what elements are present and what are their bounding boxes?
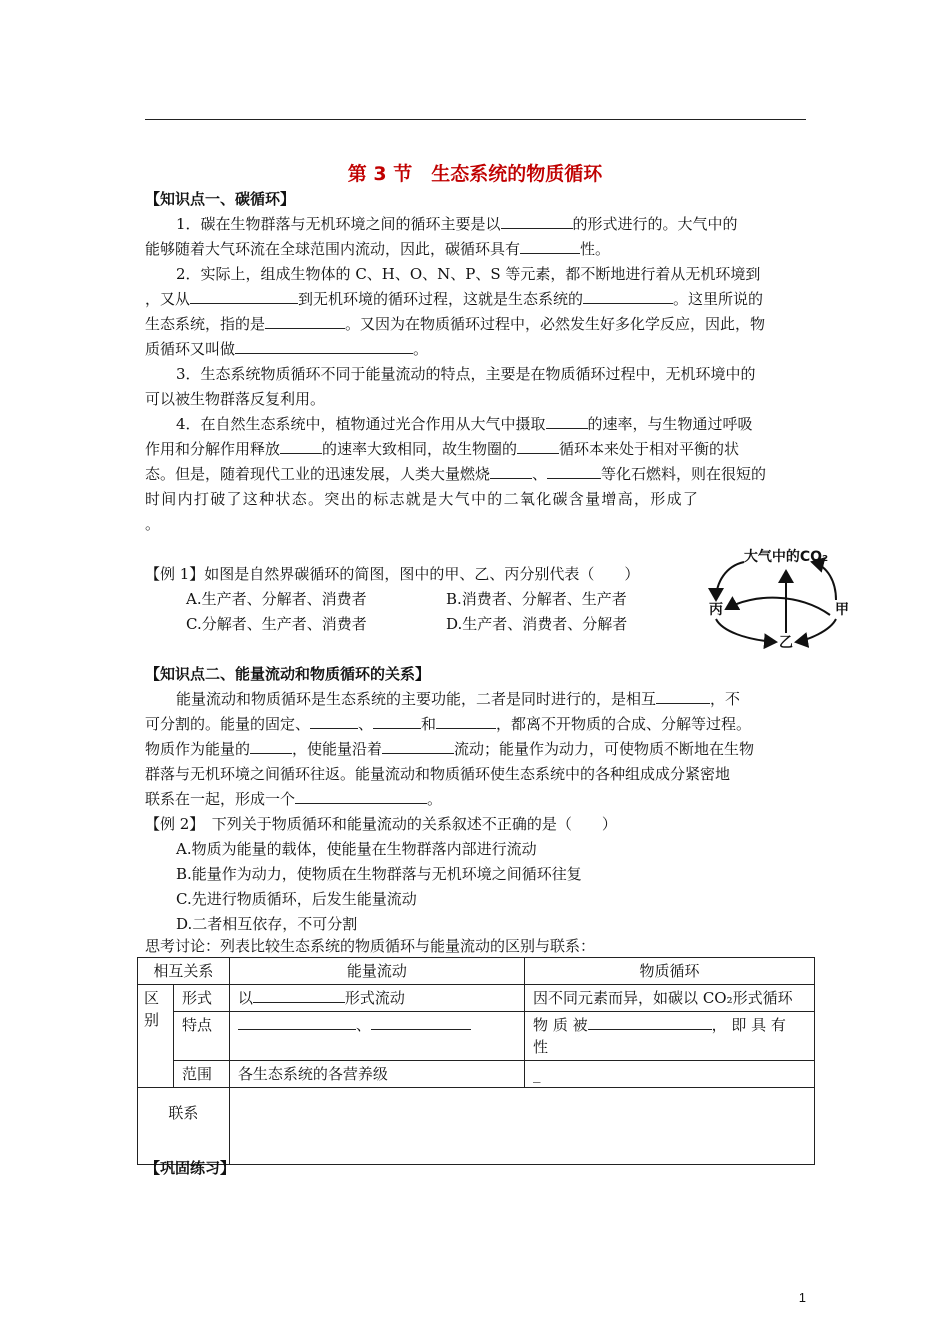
cell-scope-label: 范围 xyxy=(173,1061,229,1088)
header-energy-flow: 能量流动 xyxy=(229,958,524,985)
kp2-l1b: ，不 xyxy=(710,690,741,708)
kp2-l2a: 可分割的。能量的固定、 xyxy=(145,715,311,733)
cell-scope-matter: _ xyxy=(525,1061,815,1088)
blank xyxy=(310,714,358,729)
header-rule xyxy=(145,119,806,120)
kp1-p2-line2 xyxy=(145,289,763,309)
table-row-link xyxy=(138,1088,815,1165)
kp1-p1a: 1．碳在生物群落与无机环境之间的循环主要是以 xyxy=(176,215,501,233)
blank xyxy=(190,289,298,304)
blank xyxy=(265,314,345,329)
blank xyxy=(501,214,573,229)
blank xyxy=(373,714,421,729)
blank xyxy=(280,439,322,454)
kp1-p4b: 的速率，与生物通过呼吸 xyxy=(587,415,753,433)
table-row-form xyxy=(138,985,815,1012)
ex2-option-a: A.物质为能量的载体，使能量在生物群落内部进行流动 xyxy=(176,840,537,858)
ex2-option-c: C.先进行物质循环，后发生能量流动 xyxy=(176,890,417,908)
cell-form-energy xyxy=(229,985,524,1012)
kp1-p2-line3 xyxy=(145,314,765,334)
kp2-line1 xyxy=(176,689,740,709)
table-row-feature xyxy=(138,1012,815,1061)
cell-link-content xyxy=(229,1088,814,1165)
kp1-p2b: ，又从 xyxy=(145,290,191,308)
table-row-scope xyxy=(138,1061,815,1088)
blank xyxy=(547,464,601,479)
kp1-p4-line1 xyxy=(176,414,753,434)
cell-scope-energy: 各生态系统的各营养级 xyxy=(229,1061,524,1088)
kp2-line3 xyxy=(145,739,754,759)
kp1-heading: 【知识点一、碳循环】 xyxy=(145,190,296,208)
blank xyxy=(588,1015,712,1030)
kp2-l2c: 和 xyxy=(421,715,437,733)
kp1-p1b: 的形式进行的。大气中的 xyxy=(572,215,738,233)
cell-feature-energy xyxy=(229,1012,524,1061)
blank xyxy=(235,339,413,354)
feature-energy-sep: 、 xyxy=(355,1016,371,1034)
blank xyxy=(520,239,580,254)
blank xyxy=(371,1015,471,1030)
kp1-p2e: 生态系统，指的是 xyxy=(145,315,266,333)
blank xyxy=(583,289,673,304)
kp1-p4-line2 xyxy=(145,439,739,459)
kp1-p2-line4 xyxy=(145,339,428,359)
kp1-p1c: 能够随着大气环流在全球范围内流动，因此，碳循环具有 xyxy=(145,240,521,258)
kp1-p2-line1: 2．实际上，组成生物体的 C、H、O、N、P、S 等元素，都不断地进行着从无机环境到 xyxy=(176,265,761,283)
cell-link-label: 联系 xyxy=(138,1088,230,1165)
feature-matter-b: ， 即 具 有 xyxy=(711,1016,786,1034)
diagram-label-bing: 丙 xyxy=(709,602,723,618)
discussion-prompt: 思考讨论：列表比较生态系统的物质循环与能量流动的区别与联系： xyxy=(145,937,596,955)
kp1-p3-line2: 可以被生物群落反复利用。 xyxy=(145,390,326,408)
arrow-bing-to-yi xyxy=(716,619,776,642)
blank xyxy=(517,439,559,454)
blank xyxy=(436,714,496,729)
kp1-p4g: 、 xyxy=(532,465,548,483)
diagram-label-yi: 乙 xyxy=(779,635,793,651)
kp2-line2 xyxy=(145,714,751,734)
kp1-p4d: 的速率大致相同，故生物圈的 xyxy=(322,440,518,458)
table-header-row xyxy=(138,958,815,985)
kp1-p2d: 。这里所说的 xyxy=(673,290,764,308)
kp1-p4-line3 xyxy=(145,464,766,484)
blank xyxy=(490,464,532,479)
arrow-jia-to-co2 xyxy=(812,562,836,600)
blank xyxy=(295,789,427,804)
kp2-l2d: ，都离不开物质的合成、分解等过程。 xyxy=(496,715,752,733)
ex2-option-d: D.二者相互依存，不可分割 xyxy=(176,915,358,933)
form-energy-suffix: 形式流动 xyxy=(344,989,405,1007)
ex1-option-d: D.生产者、消费者、分解者 xyxy=(446,615,628,633)
carbon-cycle-diagram xyxy=(704,545,864,657)
ex1-option-b: B.消费者、分解者、生产者 xyxy=(446,590,627,608)
kp2-l2b: 、 xyxy=(358,715,374,733)
ex2-stem: 【例 2】 下列关于物质循环和能量流动的关系叙述不正确的是（ ） xyxy=(145,815,617,833)
practice-heading: 【巩固练习】 xyxy=(145,1159,236,1177)
ex2-option-b: B.能量作为动力，使物质在生物群落与无机环境之间循环往复 xyxy=(176,865,582,883)
cell-difference: 区别 xyxy=(138,985,174,1088)
ex1-option-c: C.分解者、生产者、消费者 xyxy=(186,615,367,633)
cell-feature-label: 特点 xyxy=(173,1012,229,1061)
kp1-p4e: 循环本来处于相对平衡的状 xyxy=(559,440,740,458)
header-relation: 相互关系 xyxy=(138,958,230,985)
kp1-p2g: 质循环又叫做 xyxy=(145,340,236,358)
kp1-p4-line4: 时间内打破了这种状态。突出的标志就是大气中的二氧化碳含量增高，形成了 xyxy=(145,490,700,508)
kp1-p2c: 到无机环境的循环过程，这就是生态系统的 xyxy=(298,290,584,308)
kp2-l5a: 联系在一起，形成一个 xyxy=(145,790,296,808)
ex1-stem: 【例 1】如图是自然界碳循环的简图，图中的甲、乙、丙分别代表（ ） xyxy=(145,565,640,583)
kp1-p4h: 等化石燃料，则在很短的 xyxy=(601,465,767,483)
page-title: 第 3 节 生态系统的物质循环 xyxy=(347,163,603,185)
kp1-p1d: 性。 xyxy=(580,240,611,258)
kp1-p2f: 。又因为在物质循环过程中，必然发生好多化学反应，因此，物 xyxy=(345,315,766,333)
cell-form-label: 形式 xyxy=(173,985,229,1012)
blank xyxy=(656,689,710,704)
arrow-co2-to-bing xyxy=(716,562,744,600)
kp2-l3a: 物质作为能量的 xyxy=(145,740,251,758)
kp2-l1a: 能量流动和物质循环是生态系统的主要功能，二者是同时进行的，是相互 xyxy=(176,690,657,708)
kp1-p1-line2 xyxy=(145,239,610,259)
feature-matter-c: 性 xyxy=(533,1038,549,1056)
blank xyxy=(546,414,588,429)
blank xyxy=(250,739,292,754)
kp1-p2h: 。 xyxy=(413,340,429,358)
feature-matter-a: 物 质 被 xyxy=(533,1016,588,1034)
ex1-option-a: A.生产者、分解者、消费者 xyxy=(186,590,367,608)
cell-feature-matter xyxy=(525,1012,815,1061)
arrow-jia-to-bing xyxy=(726,598,830,615)
cell-form-matter: 因不同元素而异，如碳以 CO₂形式循环 xyxy=(525,985,815,1012)
kp1-p4-line5: 。 xyxy=(145,515,161,533)
form-energy-prefix: 以 xyxy=(237,989,253,1007)
blank xyxy=(238,1015,356,1030)
kp2-l3c: 流动；能量作为动力，可使物质不断地在生物 xyxy=(454,740,755,758)
blank xyxy=(382,739,454,754)
kp2-heading: 【知识点二、能量流动和物质循环的关系】 xyxy=(145,665,431,683)
kp2-line4: 群落与无机环境之间循环往返。能量流动和物质循环使生态系统中的各种组成成分紧密地 xyxy=(145,765,731,783)
header-matter-cycle: 物质循环 xyxy=(525,958,815,985)
kp1-p3-line1: 3．生态系统物质循环不同于能量流动的特点，主要是在物质循环过程中，无机环境中的 xyxy=(176,365,756,383)
kp1-p1-line1 xyxy=(176,214,738,234)
blank xyxy=(253,988,345,1003)
kp2-l5b: 。 xyxy=(427,790,443,808)
kp2-line5 xyxy=(145,789,442,809)
diagram-label-jia: 甲 xyxy=(835,602,849,618)
page-number: 1 xyxy=(798,1290,806,1305)
arrow-jia-to-yi xyxy=(796,619,836,642)
kp1-p4c: 作用和分解作用释放 xyxy=(145,440,281,458)
kp2-l3b: ，使能量沿着 xyxy=(292,740,383,758)
kp1-p4a: 4．在自然生态系统中，植物通过光合作用从大气中摄取 xyxy=(176,415,546,433)
diagram-label-co2: 大气中的CO₂ xyxy=(743,549,829,565)
kp1-p4f: 态。但是，随着现代工业的迅速发展，人类大量燃烧 xyxy=(145,465,491,483)
comparison-table xyxy=(137,957,815,1165)
